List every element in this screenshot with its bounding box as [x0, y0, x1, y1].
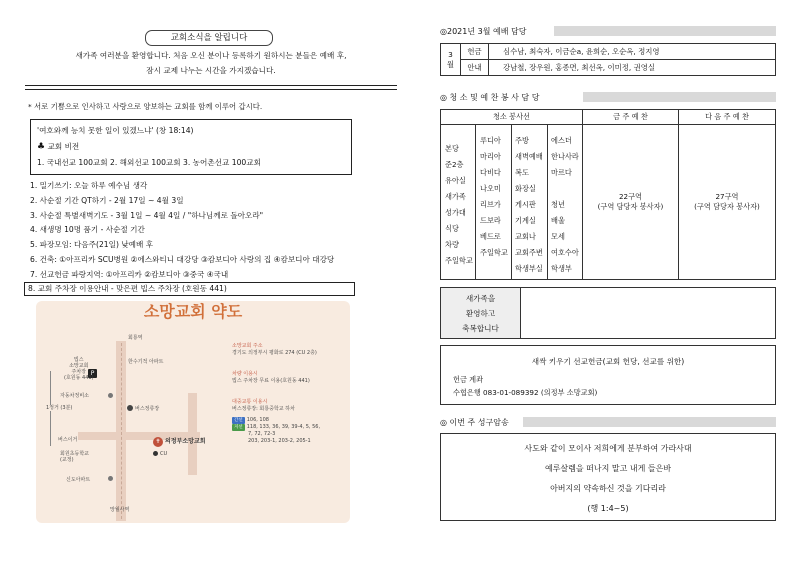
vision-box	[30, 119, 352, 175]
area: 주일학교	[445, 256, 473, 265]
apartment-label-2: 신도아파트	[66, 477, 91, 483]
title-bar	[554, 26, 776, 36]
team-col	[475, 125, 511, 279]
area: 본당	[445, 144, 459, 153]
team: 드보라	[480, 216, 501, 225]
area: 새가족	[445, 192, 466, 201]
bus-heading: 대중교통 이용시	[232, 399, 268, 405]
map-dot	[108, 393, 113, 398]
verse-title: ◎ 이번 주 성구암송	[440, 418, 509, 427]
team: 마리아	[480, 152, 501, 161]
area: 새벽예배	[515, 152, 543, 161]
area: 식당	[445, 224, 459, 233]
road-centerline	[121, 343, 122, 519]
club-icon: ♣	[37, 142, 46, 152]
area: 게시판	[515, 200, 536, 209]
notice-title: 교회소식을 알립니다	[145, 30, 273, 46]
vision-label-row	[37, 139, 345, 155]
bus-line-blue	[232, 417, 320, 424]
area: 복도	[515, 168, 529, 177]
news-item: 1. 밀기쓰기: 오늘 하루 예수님 생각	[30, 181, 148, 190]
divider	[25, 85, 397, 86]
news-item: 6. 건축: ①아프리카 SCU병원 ②에스와티니 대강당 ③캄보디아 사랑의 집 ④캄보디아 대강당	[30, 254, 335, 264]
verse-reference: (행 1:4~5)	[587, 504, 629, 513]
trunk-bus-numbers: 106, 108	[246, 417, 269, 423]
area: 준2층	[445, 160, 464, 169]
car-heading: 차량 이용시	[232, 371, 258, 377]
next-week-note: (구역 담당자 봉사자)	[694, 202, 760, 211]
duty-role: 헌금	[461, 44, 489, 60]
news-item: 2. 사순절 기간 QT하기 - 2월 17일 ~ 4월 3일	[30, 195, 184, 205]
next-week-group: 27구역	[715, 192, 739, 201]
map-info	[232, 343, 320, 445]
cu-label: CU	[160, 451, 168, 457]
church-label: 의정부소망교회	[165, 438, 206, 445]
team: 여호수아	[551, 248, 579, 257]
cleaning-head: 금 주 예 찬	[583, 110, 679, 125]
school-label: 회원초등학교 (교정)	[60, 451, 89, 463]
area: 성가대	[445, 208, 466, 217]
hoewon-station-label: 회룡역	[128, 335, 143, 341]
spacer	[551, 181, 582, 197]
duty-month: 3월	[441, 44, 461, 76]
bus-stop-icon	[127, 405, 133, 411]
welcome-box-line: 새가족을	[465, 294, 496, 303]
vision-items: 1. 국내선교 100교회 2. 해외선교 100교회 3. 농어촌선교 100교회	[37, 158, 261, 167]
apartment-label: 한수기적 아파트	[128, 359, 164, 365]
welcome-line-1: 새가족 여러분을 환영합니다. 처음 오신 분이나 등록하기 원하시는 분들은 예배 후,	[75, 51, 347, 60]
cu-marker-icon	[153, 451, 158, 456]
church-map	[36, 301, 350, 523]
area: 교회주변	[515, 248, 543, 257]
mission-title: 새싹 키우기 선교헌금(교회 헌당, 선교를 위한)	[531, 357, 685, 366]
area: 유아실	[445, 176, 466, 185]
team: 리브가	[480, 200, 501, 209]
duty-table	[440, 43, 776, 76]
area: 기계실	[515, 216, 536, 225]
trunk-bus-badge: 간선	[234, 418, 243, 423]
bus-west-label: 버스이거	[58, 437, 78, 443]
distance-label: 1정거 (3분)	[46, 405, 73, 411]
team: 청년	[551, 200, 565, 209]
car-repair-label: 자동차정비소	[60, 393, 89, 399]
this-week-note: (구역 담당자 봉사자)	[597, 202, 664, 211]
welcome-box-line: 환영하고	[465, 309, 496, 318]
team: 주일학교	[480, 248, 508, 257]
verse-line: 아버지의 약속하신 것을 기다리라	[550, 484, 666, 493]
cleaning-title: ◎ 청 소 및 예 찬 봉 사 담 당	[440, 93, 540, 102]
area-col	[441, 125, 475, 279]
vips-label: 빕스 소망교회 주차장 (호원동 441)	[64, 357, 94, 381]
branch-bus-badge: 지선	[234, 425, 243, 430]
address: 경기도 의정부시 평화로 274 (CU 2층)	[232, 350, 317, 356]
cleaning-head: 다 음 주 예 찬	[679, 110, 776, 125]
next-week-cell	[679, 125, 776, 280]
team: 한나사라	[551, 152, 579, 161]
area: 학생부실	[515, 264, 543, 273]
news-item: 4. 새생명 10명 품기 - 사순절 기간	[30, 225, 145, 235]
duty-names: 강남철, 장우원, 홍종면, 최선옥, 이미정, 권영실	[489, 60, 776, 76]
team: 에스더	[551, 136, 572, 145]
team: 다비다	[480, 168, 501, 177]
cleaning-head: 청소 봉사선	[441, 110, 583, 125]
team-col-2	[547, 125, 582, 279]
account-number: 수협은행 083-01-089392 (의정부 소망교회)	[453, 388, 598, 397]
vision-verse: '여호와께 능치 못한 일이 있겠느냐' (창 18:14)	[37, 126, 194, 135]
welcome-message	[25, 48, 397, 78]
area: 화장실	[515, 184, 536, 193]
news-list	[30, 179, 400, 283]
welcome-box-line: 축복합니다	[462, 324, 499, 333]
team: 마르다	[551, 168, 572, 177]
this-week-group: 22구역	[618, 192, 643, 201]
branch-bus-numbers: 118, 133, 36, 39, 39-4, 5, 56,	[246, 424, 321, 430]
spacer	[232, 357, 320, 371]
team: 루디아	[480, 136, 501, 145]
verse-line: 사도와 같이 모이사 저희에게 분부하여 가라사대	[524, 444, 692, 453]
title-bar	[523, 417, 776, 427]
area: 주방	[515, 136, 529, 145]
title-bar	[583, 92, 776, 102]
team: 모세	[551, 232, 565, 241]
address-heading: 소망교회 주소	[232, 343, 263, 349]
news-item: 5. 파장모임: 다음주(21일) 낮예배 후	[30, 240, 154, 250]
map-dot	[108, 476, 113, 481]
divider	[25, 89, 397, 90]
verse-box	[440, 433, 776, 521]
parking-notice: 8. 교회 주차장 이용안내 - 맞은편 빕스 주차장 (호원동 441)	[24, 282, 355, 296]
area: 교회나	[515, 232, 536, 241]
car-info: 빕스 주차장 무료 이용(호원동 441)	[232, 378, 310, 384]
mission-offering-box	[440, 345, 776, 405]
duty-role: 안내	[461, 60, 489, 76]
bus-line-green-3: 203, 203-1, 203-2, 205-1	[248, 438, 311, 444]
this-week-cell	[583, 125, 679, 280]
welcome-line-2: 잠시 교제 나누는 시간을 가지겠습니다.	[146, 66, 276, 75]
duty-names: 심수남, 최숙자, 이금순a, 윤희순, 오순옥, 정지영	[489, 44, 776, 60]
map-title: 소망교회 약도	[143, 302, 243, 321]
cleaning-table	[440, 109, 776, 280]
area: 차량	[445, 240, 459, 249]
spacer	[232, 385, 320, 399]
bus-info: 버스정류장: 회룡중학교 하차	[232, 406, 295, 412]
mangwolsa-label: 망월사역	[110, 507, 130, 513]
welcome-box-label	[441, 288, 521, 338]
news-item: 3. 사순절 특별새벽기도 - 3월 1일 ~ 4월 4일 / "하나님께로 돌아오라"	[30, 210, 264, 220]
area-col-2	[511, 125, 547, 279]
team: 베드로	[480, 232, 501, 241]
bus-stop-label: 버스정류장	[135, 406, 160, 412]
bus-line-green-2: 7, 72, 72-3	[248, 431, 276, 437]
news-item: 7. 선교헌금 파랑지역: ①아프리카 ②캄보디아 ③중국 ④국내	[30, 269, 229, 279]
team: 배울	[551, 216, 565, 225]
parking-icon: P	[88, 369, 97, 378]
account-label: 헌금 계좌	[453, 375, 484, 384]
vision-label: 교회 비전	[47, 142, 80, 151]
welcome-box	[440, 287, 776, 339]
bus-line-green	[232, 424, 320, 431]
intro-text: * 서로 기쁨으로 인사하고 사랑으로 양보하는 교회를 함께 이루어 갑시다.	[28, 102, 263, 111]
team: 학생부	[551, 264, 572, 273]
church-icon: ✝	[153, 437, 163, 447]
team: 나오미	[480, 184, 501, 193]
verse-line: 예루살렘을 떠나지 말고 내게 들은바	[544, 464, 672, 473]
cleaning-assignments	[441, 125, 583, 280]
duty-title: ◎2021년 3월 예배 담당	[440, 27, 527, 36]
